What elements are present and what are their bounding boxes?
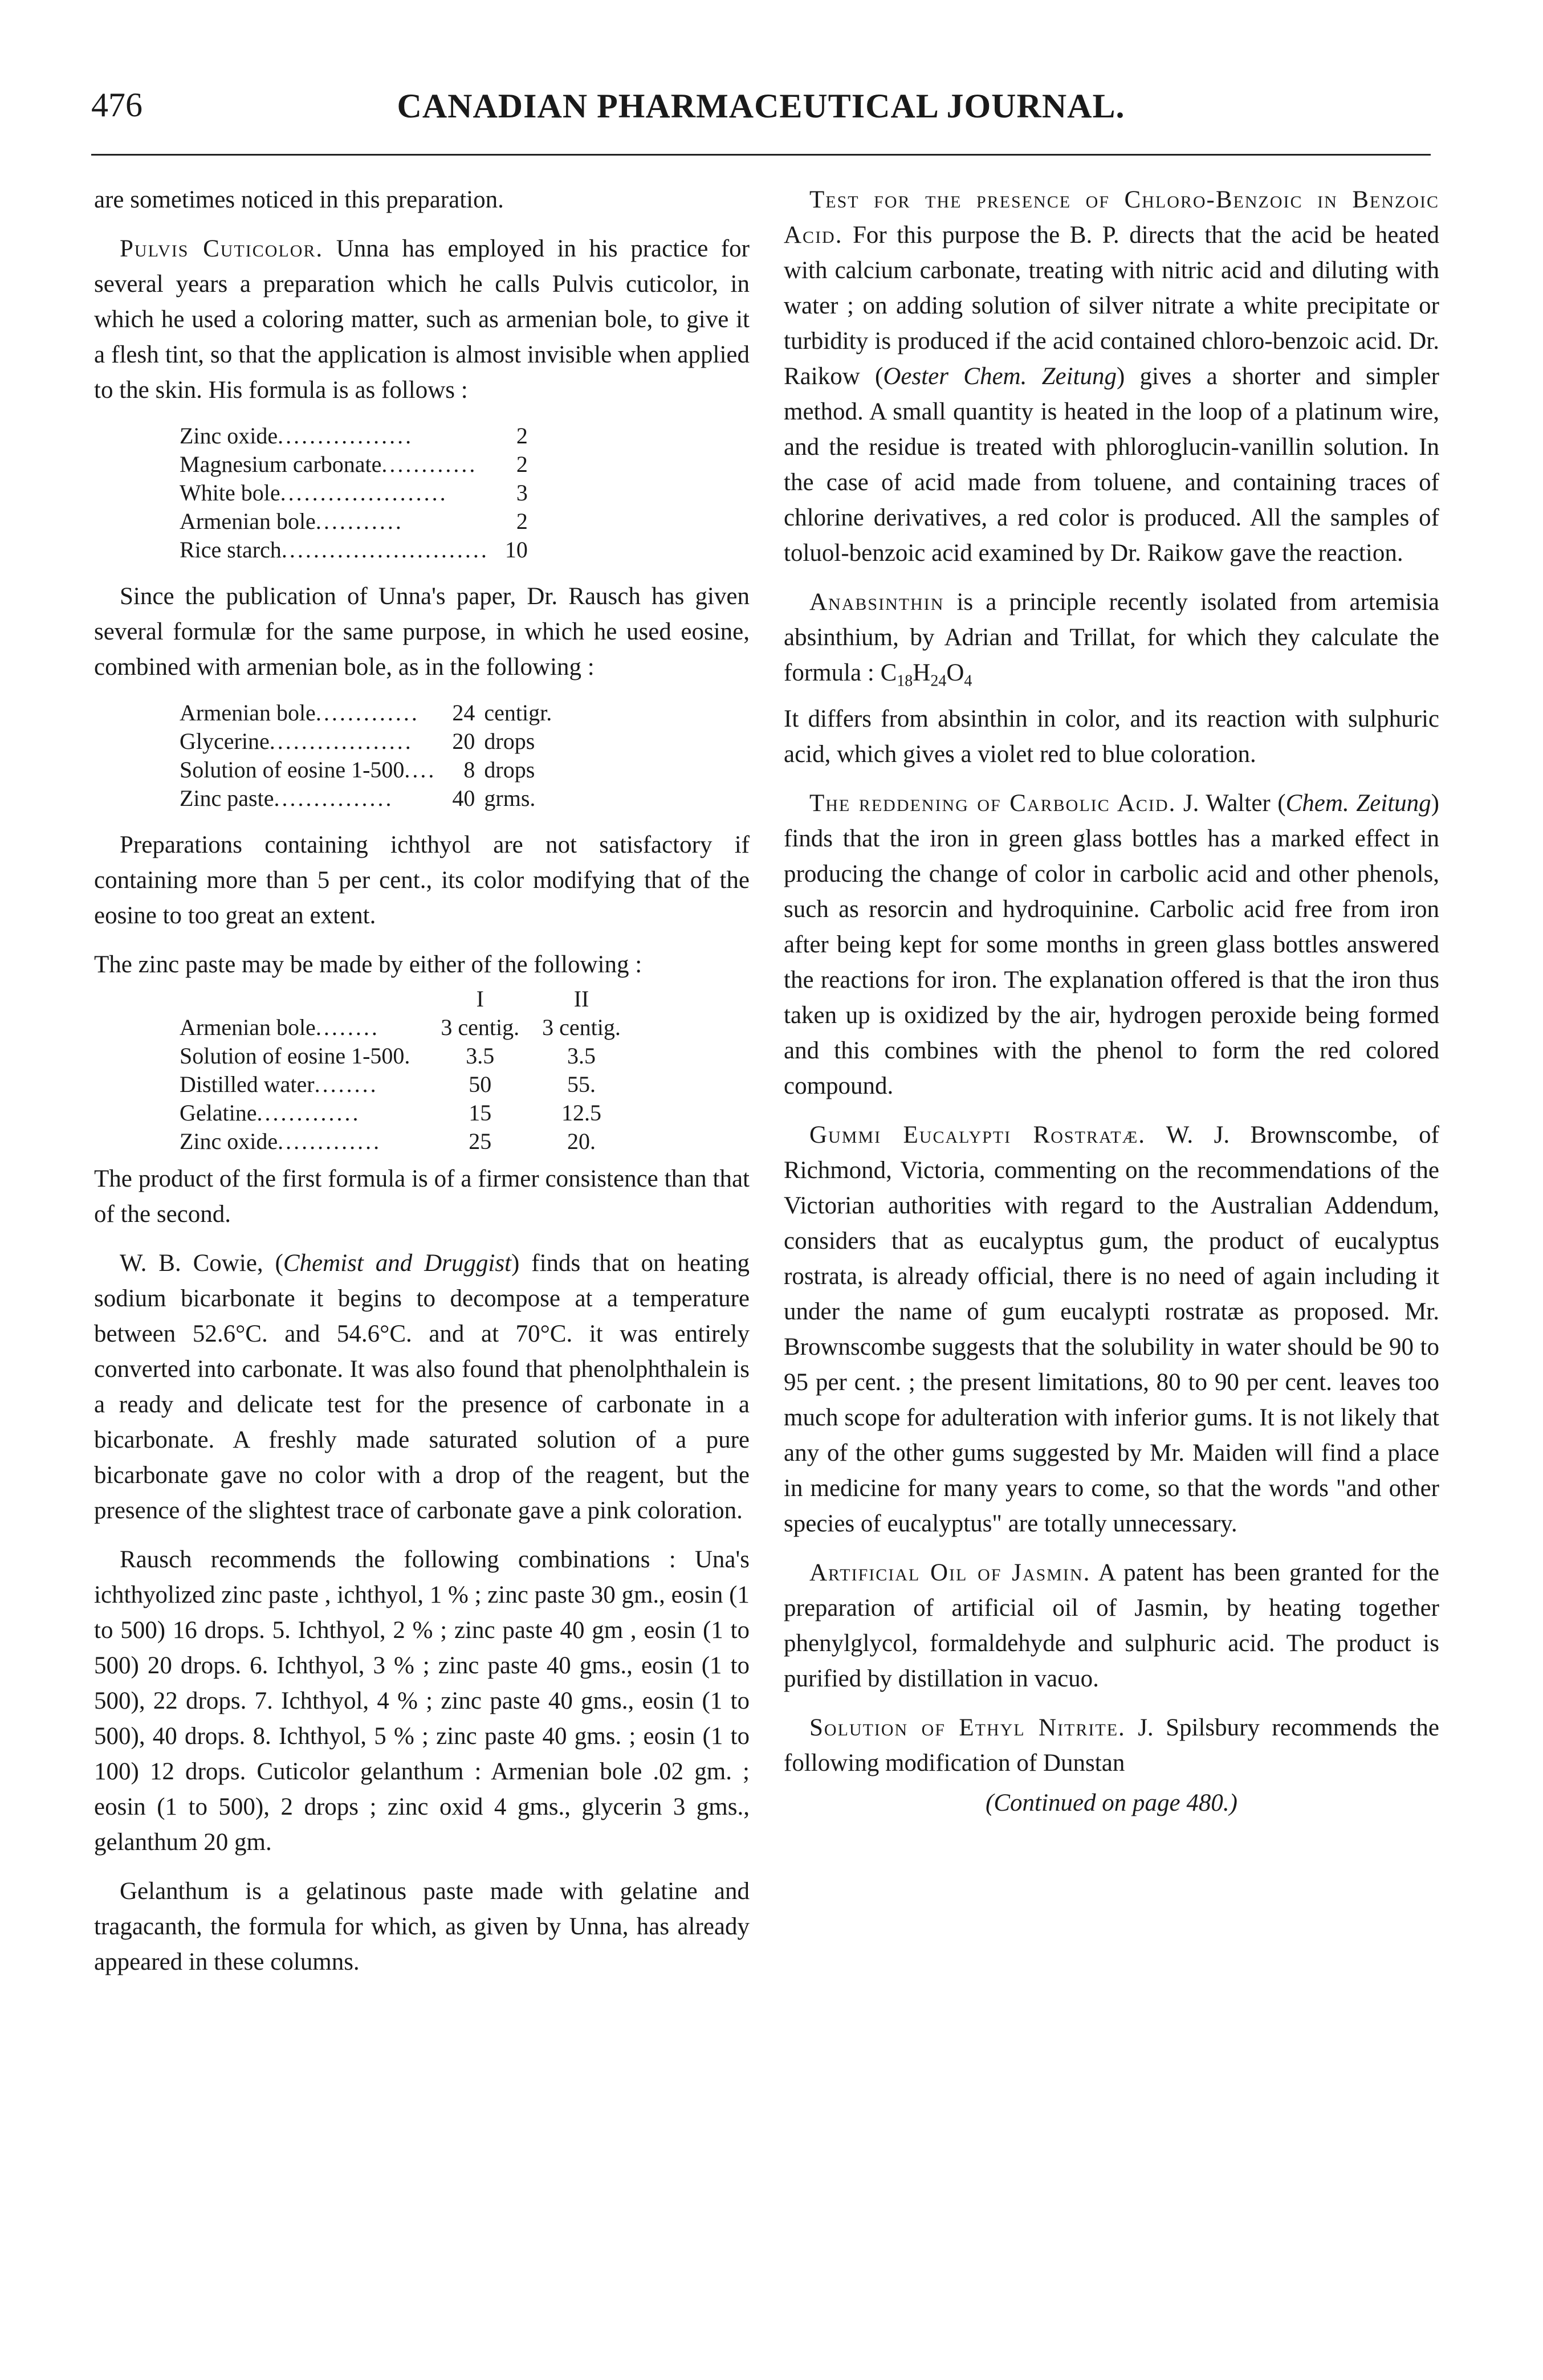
unit: centigr. [484, 700, 552, 726]
section-heading: Pulvis Cuticolor. [120, 235, 324, 262]
page-header [91, 85, 1431, 137]
quantity: 2 [516, 423, 528, 449]
formula-row [180, 536, 528, 564]
quantity-ii: 55. [567, 1071, 596, 1097]
formula-row [180, 699, 552, 727]
citation: Oester Chem. Zeitung [883, 363, 1117, 390]
quantity-i: 3 centig. [441, 1014, 520, 1040]
section-heading: Solution of Ethyl Nitrite. [809, 1714, 1126, 1741]
formula-row [180, 727, 552, 756]
paragraph: Gelanthum is a gelatinous paste made with gelatine and tragacanth, the formula for which, as given by Unna, has already appeared in these columns. [94, 1878, 750, 1975]
leader-dots: ........ [315, 1014, 380, 1040]
paragraph-text: ) finds that the iron in green glass bottles has a marked effect in producing the change of color in carbolic acid and other phenols, such as resorcin and hydroquinine. Carbolic acid free from iron after being kept for some months in green glass bottles answered the reactions for iron. The explanation offered is that the iron thus taken up is oxidized by the air, hydrogen peroxide being formed and this combines with the phenol to form the red colored compound. [784, 789, 1439, 1099]
paragraph: It differs from absinthin in color, and its reaction with sulphuric acid, which gives a violet red to blue coloration. [784, 705, 1439, 768]
quantity-i: 15 [469, 1100, 492, 1126]
subscript: 18 [897, 672, 913, 690]
ingredient: Zinc oxide [180, 1128, 278, 1154]
ingredient: Armenian bole [180, 700, 316, 726]
quantity-i: 50 [469, 1071, 492, 1097]
ingredient: Solution of eosine 1-500 [180, 757, 405, 783]
leader-dots: .......................... [281, 537, 489, 563]
quantity-i: 25 [469, 1128, 492, 1154]
ingredient: Zinc oxide [180, 423, 278, 449]
ingredient: Armenian bole [180, 1014, 316, 1040]
leader-dots: ............ [381, 451, 478, 477]
paragraph-anabsinthin [784, 585, 1439, 699]
ingredient: Armenian bole [180, 508, 316, 534]
paragraph-ethyl-nitrite [784, 1710, 1439, 1781]
subscript: 4 [964, 672, 972, 690]
paragraph-cowie [94, 1246, 750, 1529]
leader-dots: ............. [278, 1128, 382, 1154]
unit: drops [484, 728, 535, 754]
leader-dots: ............. [315, 700, 420, 726]
formula-row [180, 784, 552, 813]
formula-element: O [946, 659, 964, 686]
citation: Chem. Zeitung [1285, 789, 1431, 817]
quantity-ii: 12.5 [561, 1100, 602, 1126]
formula-row [180, 1127, 621, 1156]
formula-table-3 [180, 985, 621, 1156]
quantity: 40 [452, 785, 475, 811]
citation: Chemist and Druggist [283, 1250, 512, 1277]
column-header-ii: II [573, 986, 589, 1012]
formula-table-2 [180, 699, 552, 813]
paragraph-carbolic [784, 786, 1439, 1104]
paragraph: Rausch recommends the following combinations : Una's ichthyolized zinc paste , ichthyol, 1 % ; zinc paste 30 gm., eosin (1 to 500) 16 drops. 5. Ichthyol, 2 % ; zinc paste 40 gm , eosin (1 to 500) 20 drops. 6. Ichthyol, 3 % ; zinc paste 40 gms., eosin (1 to 500), 22 drops. 7. Ichthyol, 4 % ; zinc paste 40 gms., eosin (1 to 500), 40 drops. 8. Ichthyol, 5 % ; zinc paste 40 gms. ; eosin (1 to 100) 12 drops. Cuticolor gelanthum : Armenian bole .02 gm. ; eosin (1 to 500), 2 drops ; zinc oxid 4 gms., glycerin 3 gms., gelanthum 20 gm. [94, 1546, 750, 1856]
formula-row [180, 1099, 621, 1127]
paragraph-text: ) gives a shorter and simpler method. A small quantity is heated in the loop of a platinum wire, and the residue is treated with phloroglucin-vanillin solution. In the case of acid made from toluene, and containing traces of chlorine derivatives, a red color is produced. All the samples of toluol-benzoic acid examined by Dr. Raikow gave the reaction. [784, 363, 1439, 567]
quantity-ii: 3.5 [567, 1043, 596, 1069]
page-number: 476 [91, 86, 143, 124]
leader-dots: ............... [274, 785, 394, 811]
paragraph-pulvis-cuticolor [94, 231, 750, 408]
journal-title: CANADIAN PHARMACEUTICAL JOURNAL. [397, 87, 1125, 125]
unit: drops [484, 757, 535, 783]
quantity-i: 3.5 [466, 1043, 495, 1069]
section-heading: Gummi Eucalypti Rostratæ. [809, 1121, 1146, 1148]
left-column [94, 182, 750, 1994]
header-rule [91, 154, 1431, 156]
paragraph-text: Unna has employed in his practice for several years a preparation which he calls Pulvis cuticolor, in which he used a coloring matter, such as armenian bole, to give it a flesh tint, so that the application is almost invisible when applied to the skin. His formula is as follows : [94, 235, 750, 404]
leader-dots: ........... [315, 508, 404, 534]
quantity: 8 [463, 757, 475, 783]
formula-element: H [913, 659, 931, 686]
ingredient: White bole [180, 480, 280, 506]
paragraph-text: J. Walter ( [1176, 789, 1286, 817]
formula-row [180, 450, 528, 479]
paragraph-text: A patent has been granted for the preparation of artificial oil of Jasmin, by heating together phenylglycol, formaldehyde and sulphuric acid. The product is purified by distillation in vacuo. [784, 1559, 1439, 1692]
paragraph: The product of the first formula is of a firmer consistence than that of the second. [94, 1165, 750, 1228]
quantity: 24 [452, 700, 475, 726]
leader-dots: ............. [257, 1100, 361, 1126]
section-heading: Test for the presence of Chloro-Benzoic in Benzoic Acid. [784, 186, 1439, 248]
paragraph: Preparations containing ichthyol are not satisfactory if containing more than 5 per cent., its color modifying that of the eosine to too great an extent. [94, 832, 750, 929]
leader-dots: .................. [269, 728, 413, 754]
ingredient: Magnesium carbonate [180, 451, 382, 477]
paragraph-text: W. B. Cowie, ( [120, 1250, 283, 1277]
ingredient: Distilled water [180, 1071, 315, 1097]
paragraph-gummi [784, 1118, 1439, 1542]
paragraph-chlorobenzoic [784, 182, 1439, 571]
quantity: 3 [516, 480, 528, 506]
paragraph-text: is a principle recently isolated from artemisia absinthium, by Adrian and Trillat, for which they calculate the formula : C [784, 589, 1439, 686]
paragraph-jasmin [784, 1555, 1439, 1697]
formula-row [180, 479, 528, 507]
leader-dots: .... [404, 757, 437, 783]
ingredient: Zinc paste [180, 785, 274, 811]
column-header-i: I [476, 986, 484, 1012]
formula-table-1 [180, 422, 528, 564]
paragraph-text: ) finds that on heating sodium bicarbonate it begins to decompose at a temperature between 52.6°C. and 54.6°C. and at 70°C. it was entirely converted into carbonate. It was also found that phenolphthalein is a ready and delicate test for the presence of carbonate in a bicarbonate. A freshly made saturated solution of a pure bicarbonate gave no color with a drop of the reagent, but the presence of the slightest trace of carbonate gave a pink coloration. [94, 1250, 750, 1524]
continued-note: (Continued on page 480.) [986, 1789, 1237, 1816]
leader-dots: ........ [314, 1071, 378, 1097]
paragraph: The zinc paste may be made by either of the following : [94, 951, 642, 978]
section-heading: The reddening of Carbolic Acid. [809, 789, 1176, 817]
right-column [784, 182, 1439, 1821]
paragraph-text: W. J. Brownscombe, of Richmond, Victoria, commenting on the recommendations of the Victorian authorities with regard to the Australian Addendum, considers that as eucalyptus gum, the product of eucalyptus rostrata, is already official, there is no need of again including it under the name of gum eucalypti rostratæ as proposed. Mr. Brownscombe suggests that the solubility in water should be 90 to 95 per cent. ; the present limitations, 80 to 90 per cent. leaves too much scope for adulteration with inferior gums. It is not likely that any of the other gums suggested by Mr. Maiden will find a place in medicine for many years to come, so that the words "and other species of eucalyptus" are totally unnecessary. [784, 1121, 1439, 1537]
formula-row [180, 422, 528, 450]
section-heading: Anabsinthin [809, 589, 944, 616]
formula-row [180, 756, 552, 784]
quantity: 2 [516, 508, 528, 534]
quantity-ii: 3 centig. [542, 1014, 621, 1040]
formula-column-headers [180, 985, 621, 1013]
ingredient: Rice starch [180, 537, 282, 563]
ingredient: Glycerine [180, 728, 270, 754]
subscript: 24 [930, 672, 947, 690]
unit: grms. [484, 785, 536, 811]
quantity: 20 [452, 728, 475, 754]
formula-row [180, 1042, 621, 1070]
paragraph: Since the publication of Unna's paper, Dr. Rausch has given several formulæ for the same purpose, in which he used eosine, combined with armenian bole, as in the following : [94, 583, 750, 680]
leader-dots: ..................... [280, 480, 448, 506]
quantity: 2 [516, 451, 528, 477]
ingredient: Gelatine [180, 1100, 257, 1126]
quantity: 10 [504, 537, 528, 563]
formula-row [180, 507, 528, 536]
paragraph: are sometimes noticed in this preparation. [94, 186, 504, 213]
quantity-ii: 20. [567, 1128, 596, 1154]
paragraph-text: J. Spilsbury recommends the following modification of Dunstan [784, 1714, 1439, 1776]
paragraph-text: For this purpose the B. P. directs that the acid be heated with calcium carbonate, treating with nitric acid and diluting with water ; on adding solution of silver nitrate a white precipitate or turbidity is produced if the acid contained chloro-benzoic acid. Dr. Raikow ( [784, 222, 1439, 390]
leader-dots: ................. [278, 423, 414, 449]
formula-row [180, 1070, 621, 1099]
section-heading: Artificial Oil of Jasmin. [809, 1559, 1091, 1586]
ingredient: Solution of eosine 1-500. [180, 1043, 410, 1069]
formula-row [180, 1013, 621, 1042]
